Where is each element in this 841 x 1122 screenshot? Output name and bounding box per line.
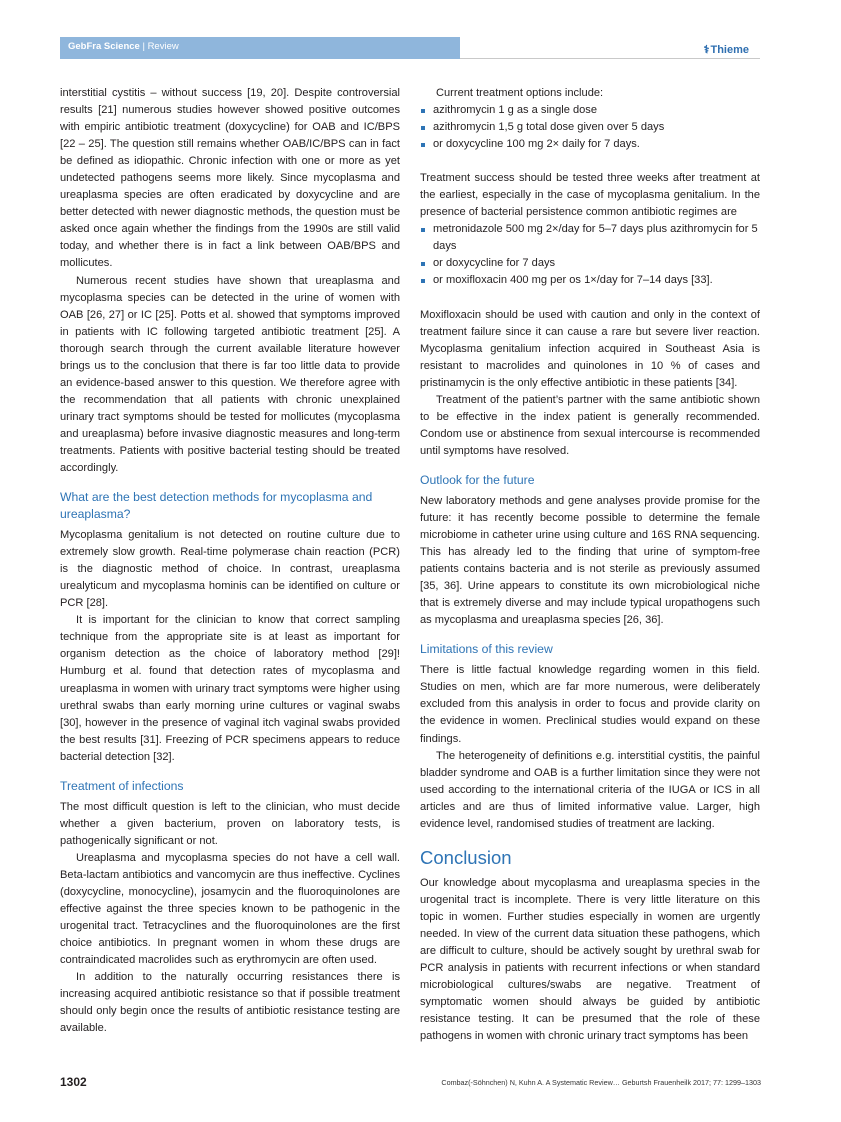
- paragraph: Mycoplasma genitalium is not detected on routine culture due to extremely slow growth. Real-time polymerase chain reaction (PCR) is the diagnostic method of choice. In contrast, ureaplasma urealyticum and mycoplasma hominis can be identified on culture or PCR [28].: [60, 529, 400, 610]
- paragraph: It is important for the clinician to know that correct sampling technique from the appropriate site is at least as important for organism detection as the choice of laboratory method [29]! Humburg et al. found that detection rates of mycoplasma and ureaplasma in women with urinary tract symptoms were higher using urethral swabs than early morning urine cultures or vaginal swabs [30], however in the presence of vaginal itch vaginal swabs provided the best results [31]. Freezing of PCR specimens appears to reduce bacterial detection [32].: [60, 614, 400, 763]
- bullet-list: [420, 221, 760, 289]
- journal-header-label: [68, 41, 179, 52]
- bullet-list: [420, 102, 760, 153]
- page-number: 1302: [60, 1075, 87, 1089]
- publisher-name: Thieme: [710, 44, 749, 56]
- journal-name: GebFra Science: [68, 41, 140, 52]
- square-bullet-icon: [421, 126, 425, 130]
- section-name: Review: [147, 41, 179, 52]
- paragraph: The heterogeneity of definitions e.g. interstitial cystitis, the painful bladder syndrome and OAB is a further limitation since they were not used according to the international criteria of the IUGA or ICS in all articles and are thus of limited informative value. Larger, high evidence level, randomised studies of treatment are lacking.: [420, 749, 760, 830]
- list-item: [420, 221, 760, 255]
- square-bullet-icon: [421, 262, 425, 266]
- left-column: [60, 85, 400, 1037]
- paragraph: Treatment success should be tested three weeks after treatment at the earliest, especially in the case of mycoplasma genitalium. In the presence of bacterial persistence common antibiotic regimes are: [420, 172, 760, 219]
- conclusion-heading: Conclusion: [420, 846, 512, 868]
- footer-citation: Combaz(-Söhnchen) N, Kuhn A. A Systematic Review… Geburtsh Frauenheilk 2017; 77: 1299–1303: [441, 1078, 761, 1087]
- paragraph: Our knowledge about mycoplasma and ureaplasma species in the urogenital tract is incomplete. There is very little literature on this topic in women. Further studies especially in women are urgently needed. In view of the current data situation these pathogens, which are difficult to culture, should be actively sought by urethral swab for PCR analysis in patients with recurrent infections or when standard microbiological cultures/swabs are negative. Treatment of symptomatic women should always be guided by antibiotic resistance testing. It can be presumed that the role of these pathogens in women with chronic urinary tract symptoms has been: [420, 876, 760, 1043]
- right-column: [420, 85, 760, 1045]
- section-heading: Limitations of this review: [420, 642, 553, 657]
- paragraph: Moxifloxacin should be used with caution and only in the context of treatment failure since it can cause a rare but severe liver reaction. Mycoplasma genitalium infection acquired in Southeast Asia is resistant to macrolides and quinolones in 10 % of cases and pristinamycin is the only effective antibiotic in these patients [34].: [420, 308, 760, 389]
- section-heading: What are the best detection methods for mycoplasma and ureaplasma?: [60, 490, 373, 522]
- paragraph: Current treatment options include:: [436, 87, 604, 99]
- list-item-text: or moxifloxacin 400 mg per os 1×/day for 7–14 days [33].: [433, 274, 713, 287]
- paragraph: In addition to the naturally occurring resistances there is increasing acquired antibiotic resistance so that if possible treatment should only begin once the results of antibiotic resistance testing are available.: [60, 971, 400, 1035]
- list-item: [420, 136, 760, 153]
- list-item: [420, 272, 760, 289]
- thieme-logo-icon: ⚕: [703, 44, 710, 56]
- list-item-text: or doxycycline for 7 days: [433, 257, 556, 270]
- paragraph: interstitial cystitis – without success [19, 20]. Despite controversial results [21] numerous studies however showed positive outcomes with empiric antibiotic treatment (doxycycline) for OAB and IC/BPS [22 – 25]. The question still remains whether OAB/IC/BPS can in fact be defined as idiopathic. Chronic infection with one or more as yet undetected pathogens seems more likely. Since mycoplasma and ureaplasma species are often eradicated by doxycycline and are better detected with newer diagnostic methods, the question must be asked once again whether the findings from the 1990s are still valid today, and whether there is in fact a link between OAB/BPS and mollicutes.: [60, 87, 400, 270]
- list-item-text: or doxycycline 100 mg 2× daily for 7 days.: [433, 138, 640, 151]
- square-bullet-icon: [421, 228, 425, 232]
- section-heading: Outlook for the future: [420, 472, 535, 487]
- list-item-text: azithromycin 1 g as a single dose: [433, 104, 598, 117]
- publisher-logo: [704, 43, 749, 56]
- paragraph: There is little factual knowledge regarding women in this field. Studies on men, which are far more numerous, were deliberately excluded from this analysis in order to focus and provide clarity on the evidence in women. Preclinical studies would expand on these findings.: [420, 664, 760, 745]
- paragraph: The most difficult question is left to the clinician, who must decide whether a given bacterium, proven on laboratory tests, is pathogenically significant or not.: [60, 800, 400, 847]
- section-heading: Treatment of infections: [60, 778, 184, 793]
- square-bullet-icon: [421, 143, 425, 147]
- paragraph: Numerous recent studies have shown that ureaplasma and mycoplasma species can be detected in the urine of women with OAB [26, 27] or IC [25]. Potts et al. showed that symptoms improved in patients with IC following targeted antibiotic treatment [25]. A thorough search through the current available literature however brings us to the conclusion that there is far too little data to provide an evidence-based answer to this question. We therefore agree with the recommendation that all patients with chronic unexplained urinary tract symptoms should be tested for mollicutes (mycoplasma and ureaplasma) before invasive diagnostic measures and long-term treatments. Patients with positive bacterial testing should be treated accordingly.: [60, 274, 400, 475]
- journal-header-bar: [60, 37, 460, 59]
- header-rule: [460, 58, 760, 59]
- paragraph: Treatment of the patient’s partner with the same antibiotic shown to be effective in the index patient is generally recommended. Condom use or abstinence from sexual intercourse is recommended until symptoms have resolved.: [420, 393, 760, 457]
- list-item: [420, 255, 760, 272]
- square-bullet-icon: [421, 109, 425, 113]
- square-bullet-icon: [421, 279, 425, 283]
- paragraph: Ureaplasma and mycoplasma species do not have a cell wall. Beta-lactam antibiotics and vancomycin are thus ineffective. Cyclines (doxycycline, monocycline), josamycin and the fluoroquinolones are effective against the three species known to be pathogenic in the urogenital tract. Tetracyclines and the fluoroquinolones are the first choice antibiotics. In pregnant women in whom these drugs are contraindicated macrolides such as erythromycin are often used.: [60, 851, 400, 967]
- list-item: [420, 119, 760, 136]
- list-item: [420, 102, 760, 119]
- header-separator: |: [142, 41, 145, 52]
- list-item-text: metronidazole 500 mg 2×/day for 5–7 days plus azithromycin for 5 days: [433, 223, 758, 253]
- paragraph: New laboratory methods and gene analyses provide promise for the future: it has recently become possible to determine the female microbiome in catheter urine using culture and 16S RNA sequencing. This has already led to the finding that urine of symptom-free patients contains bacteria and is not sterile as previously assumed [35, 36]. Urine appears to constitute its own microbiological niche that is extremely diverse and may include typical uropathogens such as mycoplasma and ureaplasma species [26, 36].: [420, 494, 760, 627]
- list-item-text: azithromycin 1,5 g total dose given over 5 days: [433, 121, 665, 134]
